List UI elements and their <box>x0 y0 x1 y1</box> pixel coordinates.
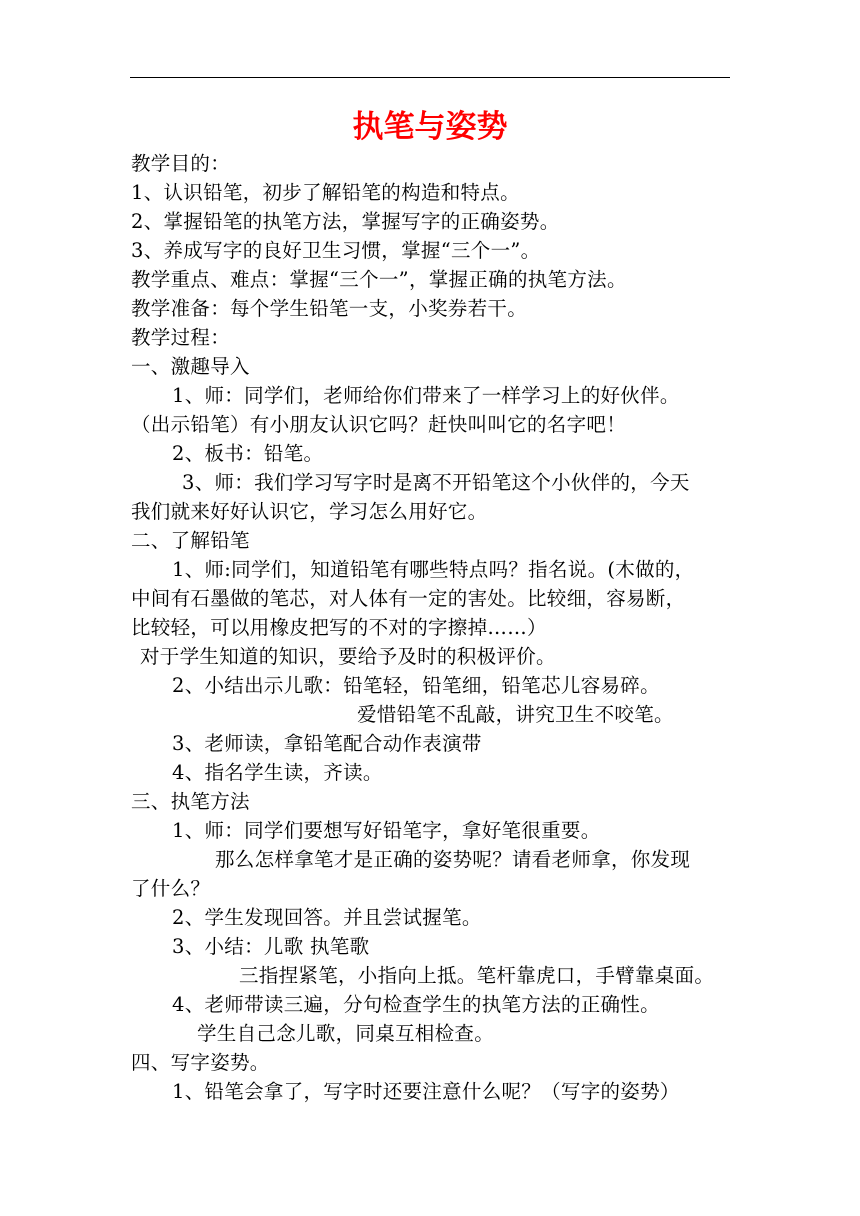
section-heading: 三、执笔方法 <box>131 790 250 813</box>
text-line: 那么怎样拿笔才是正确的姿势呢？请看老师拿，你发现 <box>215 848 691 871</box>
text-line: 1、认识铅笔，初步了解铅笔的构造和特点。 <box>131 181 520 204</box>
text-line: 2、小结出示儿歌：铅笔轻，铅笔细，铅笔芯儿容易碎。 <box>172 674 660 697</box>
text-line: 4、老师带读三遍，分句检查学生的执笔方法的正确性。 <box>172 993 660 1016</box>
text-line: 学生自己念儿歌，同桌互相检查。 <box>197 1022 495 1045</box>
text-line: 1、师：同学们要想写好铅笔字，拿好笔很重要。 <box>172 819 601 842</box>
text-line: 3、小结：儿歌 执笔歌 <box>172 935 370 958</box>
text-line: 3、师：我们学习写字时是离不开铅笔这个小伙伴的，今天 <box>182 471 690 494</box>
text-line: 三指捏紧笔，小指向上抵。笔杆靠虎口，手臂靠桌面。 <box>239 964 715 987</box>
text-line: 3、养成写字的良好卫生习惯，掌握“三个一”。 <box>131 239 541 262</box>
text-line: 爱惜铅笔不乱敲，讲究卫生不咬笔。 <box>357 703 674 726</box>
text-line: 教学过程： <box>131 326 231 349</box>
section-heading: 二、了解铅笔 <box>131 529 250 552</box>
text-line: 了什么？ <box>131 877 211 900</box>
text-line: 1、师:同学们，知道铅笔有哪些特点吗？指名说。(木做的， <box>172 558 695 581</box>
text-line: 4、指名学生读，齐读。 <box>172 761 383 784</box>
text-line: 3、老师读，拿铅笔配合动作表演带 <box>172 732 482 755</box>
text-line: 我们就来好好认识它，学习怎么用好它。 <box>131 500 488 523</box>
text-line: 中间有石墨做的笔芯，对人体有一定的害处。比较细，容易断， <box>131 587 686 610</box>
document-title: 执笔与姿势 <box>352 109 508 145</box>
text-line: 1、铅笔会拿了，写字时还要注意什么呢？（写字的姿势） <box>172 1080 680 1103</box>
text-line: （出示铅笔）有小朋友认识它吗？赶快叫叫它的名字吧！ <box>131 413 627 436</box>
text-line: 教学重点、难点：掌握“三个一”，掌握正确的执笔方法。 <box>131 268 627 291</box>
text-line: 1、师：同学们，老师给你们带来了一样学习上的好伙伴。 <box>172 384 680 407</box>
section-heading: 一、激趣导入 <box>131 355 250 378</box>
text-line: 2、学生发现回答。并且尝试握笔。 <box>172 906 482 929</box>
text-line: 教学准备：每个学生铅笔一支，小奖券若干。 <box>131 297 528 320</box>
text-line: 2、掌握铅笔的执笔方法，掌握写字的正确姿势。 <box>131 210 560 233</box>
header-rule <box>130 77 730 78</box>
section-heading: 四、写字姿势。 <box>131 1051 270 1074</box>
text-line: 教学目的： <box>131 152 231 175</box>
text-line: 比较轻，可以用橡皮把写的不对的字擦掉……） <box>131 616 547 639</box>
text-line: 2、板书：铅笔。 <box>172 442 324 465</box>
text-line: 对于学生知道的知识，要给予及时的积极评价。 <box>140 645 556 668</box>
